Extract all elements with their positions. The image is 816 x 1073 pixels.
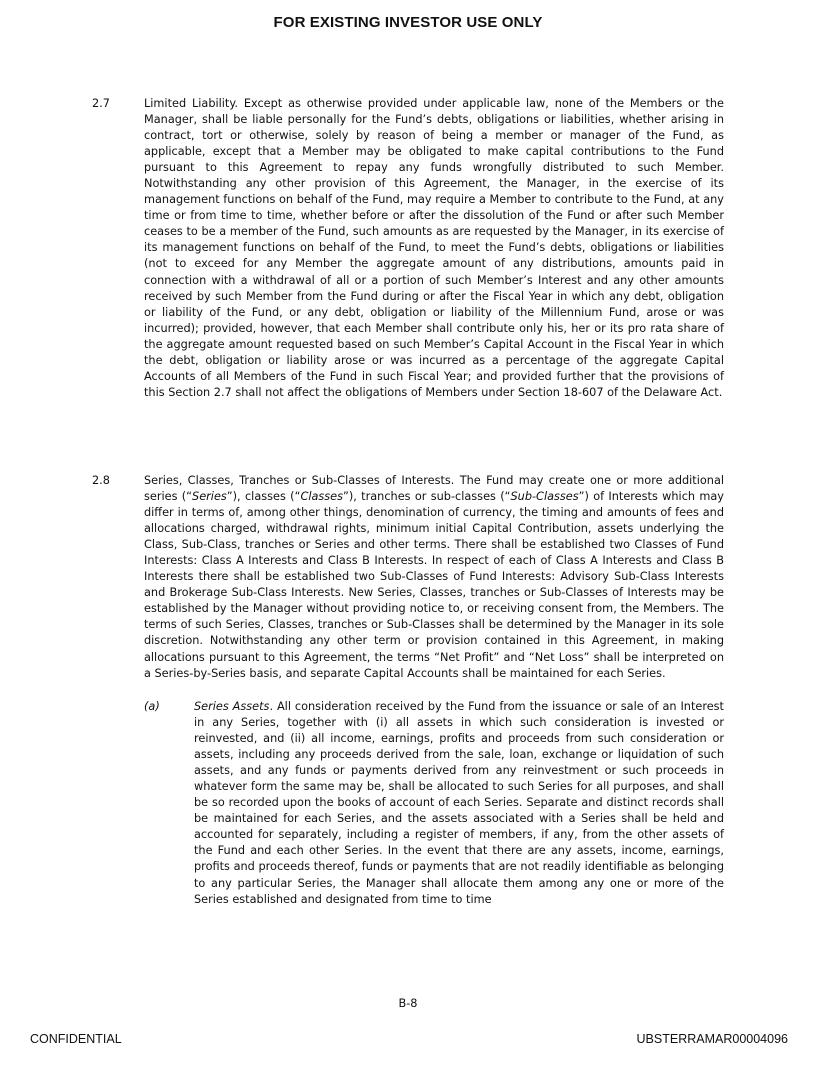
subsection-body xyxy=(194,699,724,908)
defined-term: Series xyxy=(192,490,227,504)
subsection-label: (a) xyxy=(144,700,160,713)
section-text-part: ”), classes (“ xyxy=(226,490,301,504)
subsection-heading: Series Assets xyxy=(194,700,270,713)
defined-term: Classes xyxy=(300,490,343,504)
section-number: 2.7 xyxy=(92,97,110,110)
section-text-part: Series, Classes, Tranches or Sub-Classes of Interests. The Fund may create one or more additional series (“ xyxy=(144,474,724,504)
subsection-text: . All consideration received by the Fund from the issuance or sale of an Interest in any Series, together with (i) all assets in which such consideration is invested or reinvested, and (ii) all income, earnings, profits and proceeds from such consideration or assets, including any proceeds derived from the sale, loan, exchange or liquidation of such assets, and any funds or payments derived from any reinvestment or such proceeds in whatever form the same may be, shall be allocated to such Series for all purposes, and shall be so recorded upon the books of account of each Series. Separate and distinct records shall be maintained for each Series, and the assets associated with a Series shall be held and accounted for separately, including a register of members, if any, from the other assets of the Fund and each other Series. In the event that there are any assets, income, earnings, profits and proceeds thereof, funds or payments that are not readily identifiable as belonging to any particular Series, the Manager shall allocate them among any one or more of the Series established and designated from time to time xyxy=(194,700,724,906)
subsection-a-series-assets xyxy=(144,699,724,908)
section-body: Limited Liability. Except as otherwise provided under applicable law, none of the Members or the Manager, shall be liable personally for the Fund’s debts, obligations or liabilities, whether arising in contract, tort or otherwise, solely by reason of being a member or manager of the Fund, as applicable, except that a Member may be obligated to make capital contributions to the Fund pursuant to this Agreement to repay any funds wrongfully distributed to such Member. Notwithstanding any other provision of this Agreement, the Manager, in the exercise of its management functions on behalf of the Fund, may require a Member to contribute to the Fund, at any time or from time to time, whether before or after the dissolution of the Fund or after such Member ceases to be a member of the Fund, such amounts as are requested by the Manager, in its exercise of its management functions on behalf of the Fund, to meet the Fund’s debts, obligations or liabilities (not to exceed for any Member the aggregate amount of any distributions, amounts paid in connection with a withdrawal of all or a portion of such Member’s Interest and any other amounts received by such Member from the Fund during or after the Fiscal Year in which any debt, obligation or liability of the Fund, or any debt, obligation or liability of the Millennium Fund, arose or was incurred); provided, however, that each Member shall contribute only his, her or its pro rata share of the aggregate amount requested based on such Member’s Capital Account in the Fiscal Year in which the debt, obligation or liability arose or was incurred as a percentage of the aggregate Capital Accounts of all Members of the Fund in such Fiscal Year; and provided further that the provisions of this Section 2.7 shall not affect the obligations of Members under Section 18-607 of the Delaware Act. xyxy=(144,97,724,399)
section-2-7 xyxy=(92,96,724,401)
defined-term: Sub-Classes xyxy=(510,490,579,504)
section-number: 2.8 xyxy=(92,474,110,487)
footer-confidential: CONFIDENTIAL xyxy=(30,1032,122,1046)
section-text-part: ”), tranches or sub-classes (“ xyxy=(343,490,511,504)
section-body xyxy=(144,473,724,682)
page-number: B-8 xyxy=(398,997,418,1010)
footer-bates-number: UBSTERRAMAR00004096 xyxy=(636,1032,788,1046)
page-header-title: FOR EXISTING INVESTOR USE ONLY xyxy=(273,14,543,31)
section-2-8 xyxy=(92,473,724,682)
section-text-part: ”) of Interests which may differ in terms of, among other things, denomination of currency, the timing and amounts of fees and allocations charged, withdrawal rights, minimum initial Capital Contribution, assets underlying the Class, Sub-Class, tranches or Series and other terms. There shall be established two Classes of Fund Interests: Class A Interests and Class B Interests. In respect of each of Class A Interests and Class B Interests there shall be established two Sub-Classes of Fund Interests: Advisory Sub-Class Interests and Brokerage Sub-Class Interests. New Series, Classes, tranches or Sub-Classes of Interests may be established by the Manager without providing notice to, or receiving consent from, the Members. The terms of such Series, Classes, tranches or Sub-Classes shall be determined by the Manager in its sole discretion. Notwithstanding any other term or provision contained in this Agreement, in making allocations pursuant to this Agreement, the terms “Net Profit” and “Net Loss” shall be interpreted on a Series-by-Series basis, and separate Capital Accounts shall be maintained for each Series. xyxy=(144,490,724,680)
